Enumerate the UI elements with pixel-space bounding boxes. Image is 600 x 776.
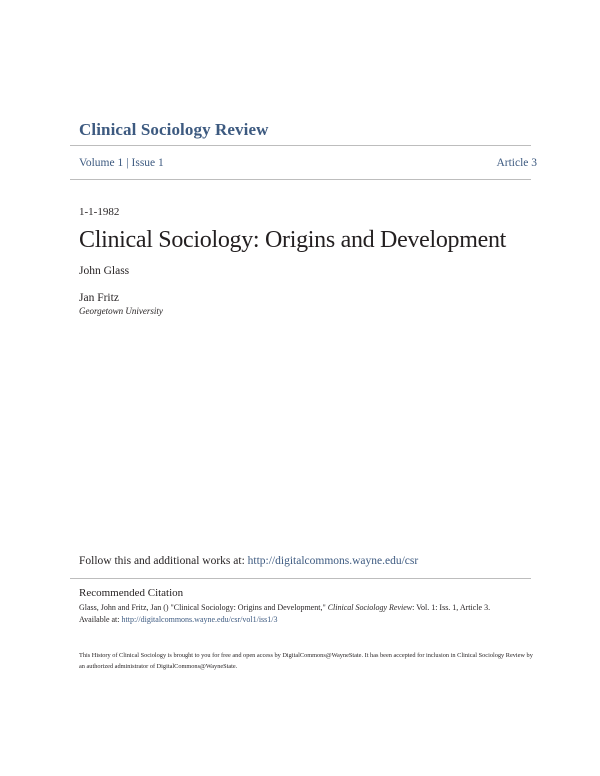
footer-notice: This History of Clinical Sociology is brought to you for free and open access by DigitalCommons@WayneState. It has been accepted for inclusion in Clinical Sociology Review by an authorized administrator of DigitalCommons@WayneState. <box>79 652 533 670</box>
header-top-divider <box>70 145 531 146</box>
follow-link[interactable]: http://digitalcommons.wayne.edu/csr <box>247 555 419 567</box>
author-name: Jan Fritz <box>79 292 119 304</box>
citation-prefix: Glass, John and Fritz, Jan () "Clinical Sociology: Origins and Development," <box>79 603 328 612</box>
citation-text <box>79 602 539 625</box>
follow-line <box>79 555 418 567</box>
article-number-link[interactable]: Article 3 <box>496 157 537 169</box>
volume-issue-line <box>79 157 164 169</box>
citation-journal: Clinical Sociology Review <box>327 603 413 612</box>
recommended-citation-heading: Recommended Citation <box>79 587 184 599</box>
issue-link[interactable]: Issue 1 <box>131 157 164 169</box>
author-affiliation: Georgetown University <box>79 306 163 316</box>
author-name: John Glass <box>79 265 130 277</box>
available-label: Available at: <box>79 614 122 624</box>
volume-link[interactable]: Volume 1 <box>79 157 124 169</box>
article-title: Clinical Sociology: Origins and Development <box>79 227 507 253</box>
citation-suffix: : Vol. 1: Iss. 1, Article 3. <box>412 603 491 612</box>
header-bottom-divider <box>70 179 531 180</box>
follow-text: Follow this and additional works at: <box>79 555 248 567</box>
available-link[interactable]: http://digitalcommons.wayne.edu/csr/vol1/iss1/3 <box>121 614 278 624</box>
journal-title[interactable]: Clinical Sociology Review <box>79 120 269 139</box>
volume-issue-separator: | <box>126 157 129 169</box>
publication-date: 1-1-1982 <box>79 206 120 218</box>
citation-divider <box>70 578 531 579</box>
